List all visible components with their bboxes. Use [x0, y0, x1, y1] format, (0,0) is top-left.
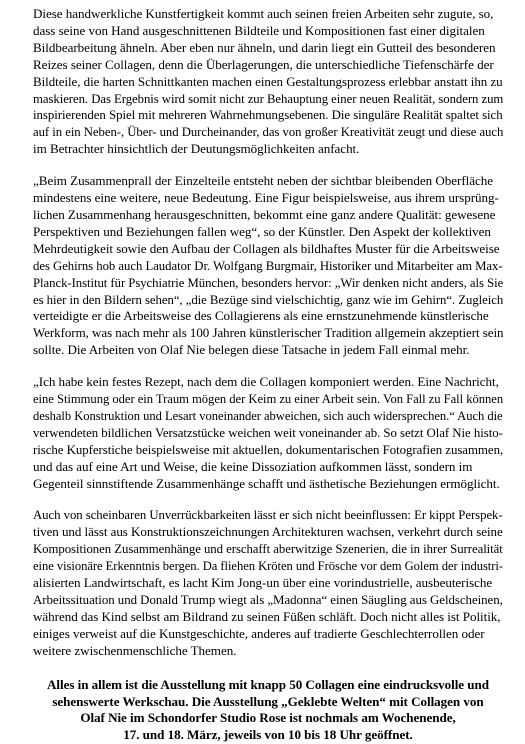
article-body [33, 6, 503, 744]
text-line: des Gehirns hob auch Laudator Dr. Wolfgang Burgmair, Historiker und Mitarbeiter am Max- [33, 257, 503, 273]
text-line: dass seine von Hand ausgeschnittenen Bildteile und Kompositionen fast einer digitalen [33, 22, 485, 38]
text-line: Mehrdeutigkeit sowie den Aufbau der Collagen als bildhaftes Muster für die Arbeitsweise [33, 240, 500, 256]
text-line: es hier in den Bildern sehen“, „die Bezüge sind vielschichtig, ganz wie im Gehirn“. Zugleich [33, 291, 504, 307]
text-line: alisierten Landwirtschaft, es lacht Kim Jong-un über eine vorindustrielle, ausbeuterische [33, 575, 493, 591]
paragraph-craftsmanship [33, 6, 503, 158]
text-line: verteidigte er die Arbeitsweise des Collagierens als eine ernstzunehmende künstlerische [33, 308, 489, 324]
text-line: Auch von scheinbaren Unverrückbarkeiten lässt er sich nicht beeinflussen: Er kippt Perspek- [33, 507, 503, 523]
text-line: Planck-Institut für Psychiatrie München, besonders hervor: „Wir denken nicht anders, als Sie [33, 274, 504, 290]
text-line: Bildteile, die harten Schnittkanten machen einen Gestaltungsprozess erlebbar anstatt ihn zu [33, 73, 503, 89]
text-line: maskieren. Das Ergebnis wird somit nicht zur Behauptung einer neuen Realität, sondern zum [33, 90, 504, 106]
text-line: deshalb Konstruktion und Lesart voneinander abweichen, sich auch widersprechen.“ Auch die [33, 407, 503, 423]
closing-line: sehenswerte Werkschau. Die Ausstellung „Geklebte Welten“ mit Collagen von [52, 693, 484, 709]
text-line: Arbeitssituation und Donald Trump wiegt als „Madonna“ einen Säugling aus Geldscheinen, [33, 592, 503, 607]
text-line: eine Stimmung oder ein Traum mögen der Keim zu einer Arbeit sein. Von Fall zu Fall können [33, 391, 504, 407]
closing-summary [33, 675, 503, 744]
text-line: inspirierenden Spiel mit mehreren Wahrnehmungsebenen. Die singuläre Realität spaltet sich [33, 107, 503, 123]
text-line: lichen Zusammenhang herausgeschnitten, bekommt eine ganz andere Qualität: gewesene [33, 206, 496, 222]
paragraph-artist-quote [33, 173, 503, 359]
text-line: sollte. Die Arbeiten von Olaf Nie belegen diese Tatsache in jedem Fall einmal mehr. [33, 342, 470, 358]
text-line: verwendeten bildlichen Versatzstücke weichen weit voneinander ab. So setzt Olaf Nie histo- [33, 424, 503, 440]
text-line: eine visionäre Erkenntnis bergen. Da fliehen Kröten und Frösche vor dem Golem der industri- [33, 558, 503, 574]
text-line: während das Kind selbst am Bildrand zu seinen Füßen schläft. Doch nicht alles ist Politik, [33, 608, 501, 624]
text-line: rische Kupferstiche beispielsweise mit aktuellen, dokumentarischen Fotografien zusammen, [33, 441, 504, 457]
text-line: Diese handwerkliche Kunstfertigkeit kommt auch seinen freien Arbeiten sehr zugute, so, [33, 6, 494, 21]
text-line: Perspektiven und Beziehungen fallen weg“, so der Künstler. Den Aspekt der kollektiven [33, 223, 491, 239]
text-line: auf in ein Neben-, Über- und Durcheinander, das von großer Kreativität zeugt und diese auch [33, 124, 504, 140]
text-line: Reizes seiner Collagen, denn die Überlagerungen, die unterschiedliche Tiefenschärfe der [33, 56, 494, 72]
paragraph-no-recipe [33, 374, 503, 492]
text-line: im Betrachter hinsichtlich der Deutungsmöglichkeiten anfacht. [33, 141, 360, 157]
text-line: „Beim Zusammenprall der Einzelteile entsteht neben der sichtbar bleibenden Oberfläche [33, 173, 494, 189]
text-line: Gegenteil sinnstiftende Zusammenhänge schafft und ästhetische Beziehungen ermöglicht. [33, 475, 500, 491]
text-line: weitere zwischenmenschliche Themen. [33, 642, 237, 658]
paragraph-perspectives [33, 507, 503, 659]
text-line: tiven und lässt aus Konstruktionszeichnungen Architekturen wachsen, verkehrt durch seine [33, 524, 503, 540]
closing-line: Olaf Nie im Schondorfer Studio Rose ist nochmals am Wochenende, [80, 710, 456, 726]
closing-line: Alles in allem ist die Ausstellung mit knapp 50 Collagen eine eindrucksvolle und [47, 676, 489, 692]
text-line: Werkform, was nach mehr als 100 Jahren künstlerischer Tradition allgemein akzeptiert sein [33, 325, 504, 341]
text-line: Bildbearbeitung ähneln. Aber eben nur ähneln, und darin liegt ein Gutteil des besonderen [33, 39, 496, 55]
text-line: Kompositionen Zusammenhänge und erschafft aberwitzige Szenerien, die in ihrer Surrealität [33, 541, 503, 557]
closing-line: 17. und 18. März, jeweils von 10 bis 18 Uhr geöffnet. [123, 727, 413, 743]
text-line: und das auf eine Art und Weise, die keine Dissoziation aufkommen lässt, sondern im [33, 458, 473, 474]
text-line: „Ich habe kein festes Rezept, nach dem die Collagen komponiert werden. Eine Nachricht, [33, 374, 499, 390]
text-line: mindestens eine weitere, neue Bedeutung. Eine Figur beispielsweise, aus ihrem ursprüng- [33, 190, 499, 206]
text-line: einiges verweist auf die Kunstgeschichte, anderes auf tradierte Geschlechterrollen oder [33, 625, 485, 641]
